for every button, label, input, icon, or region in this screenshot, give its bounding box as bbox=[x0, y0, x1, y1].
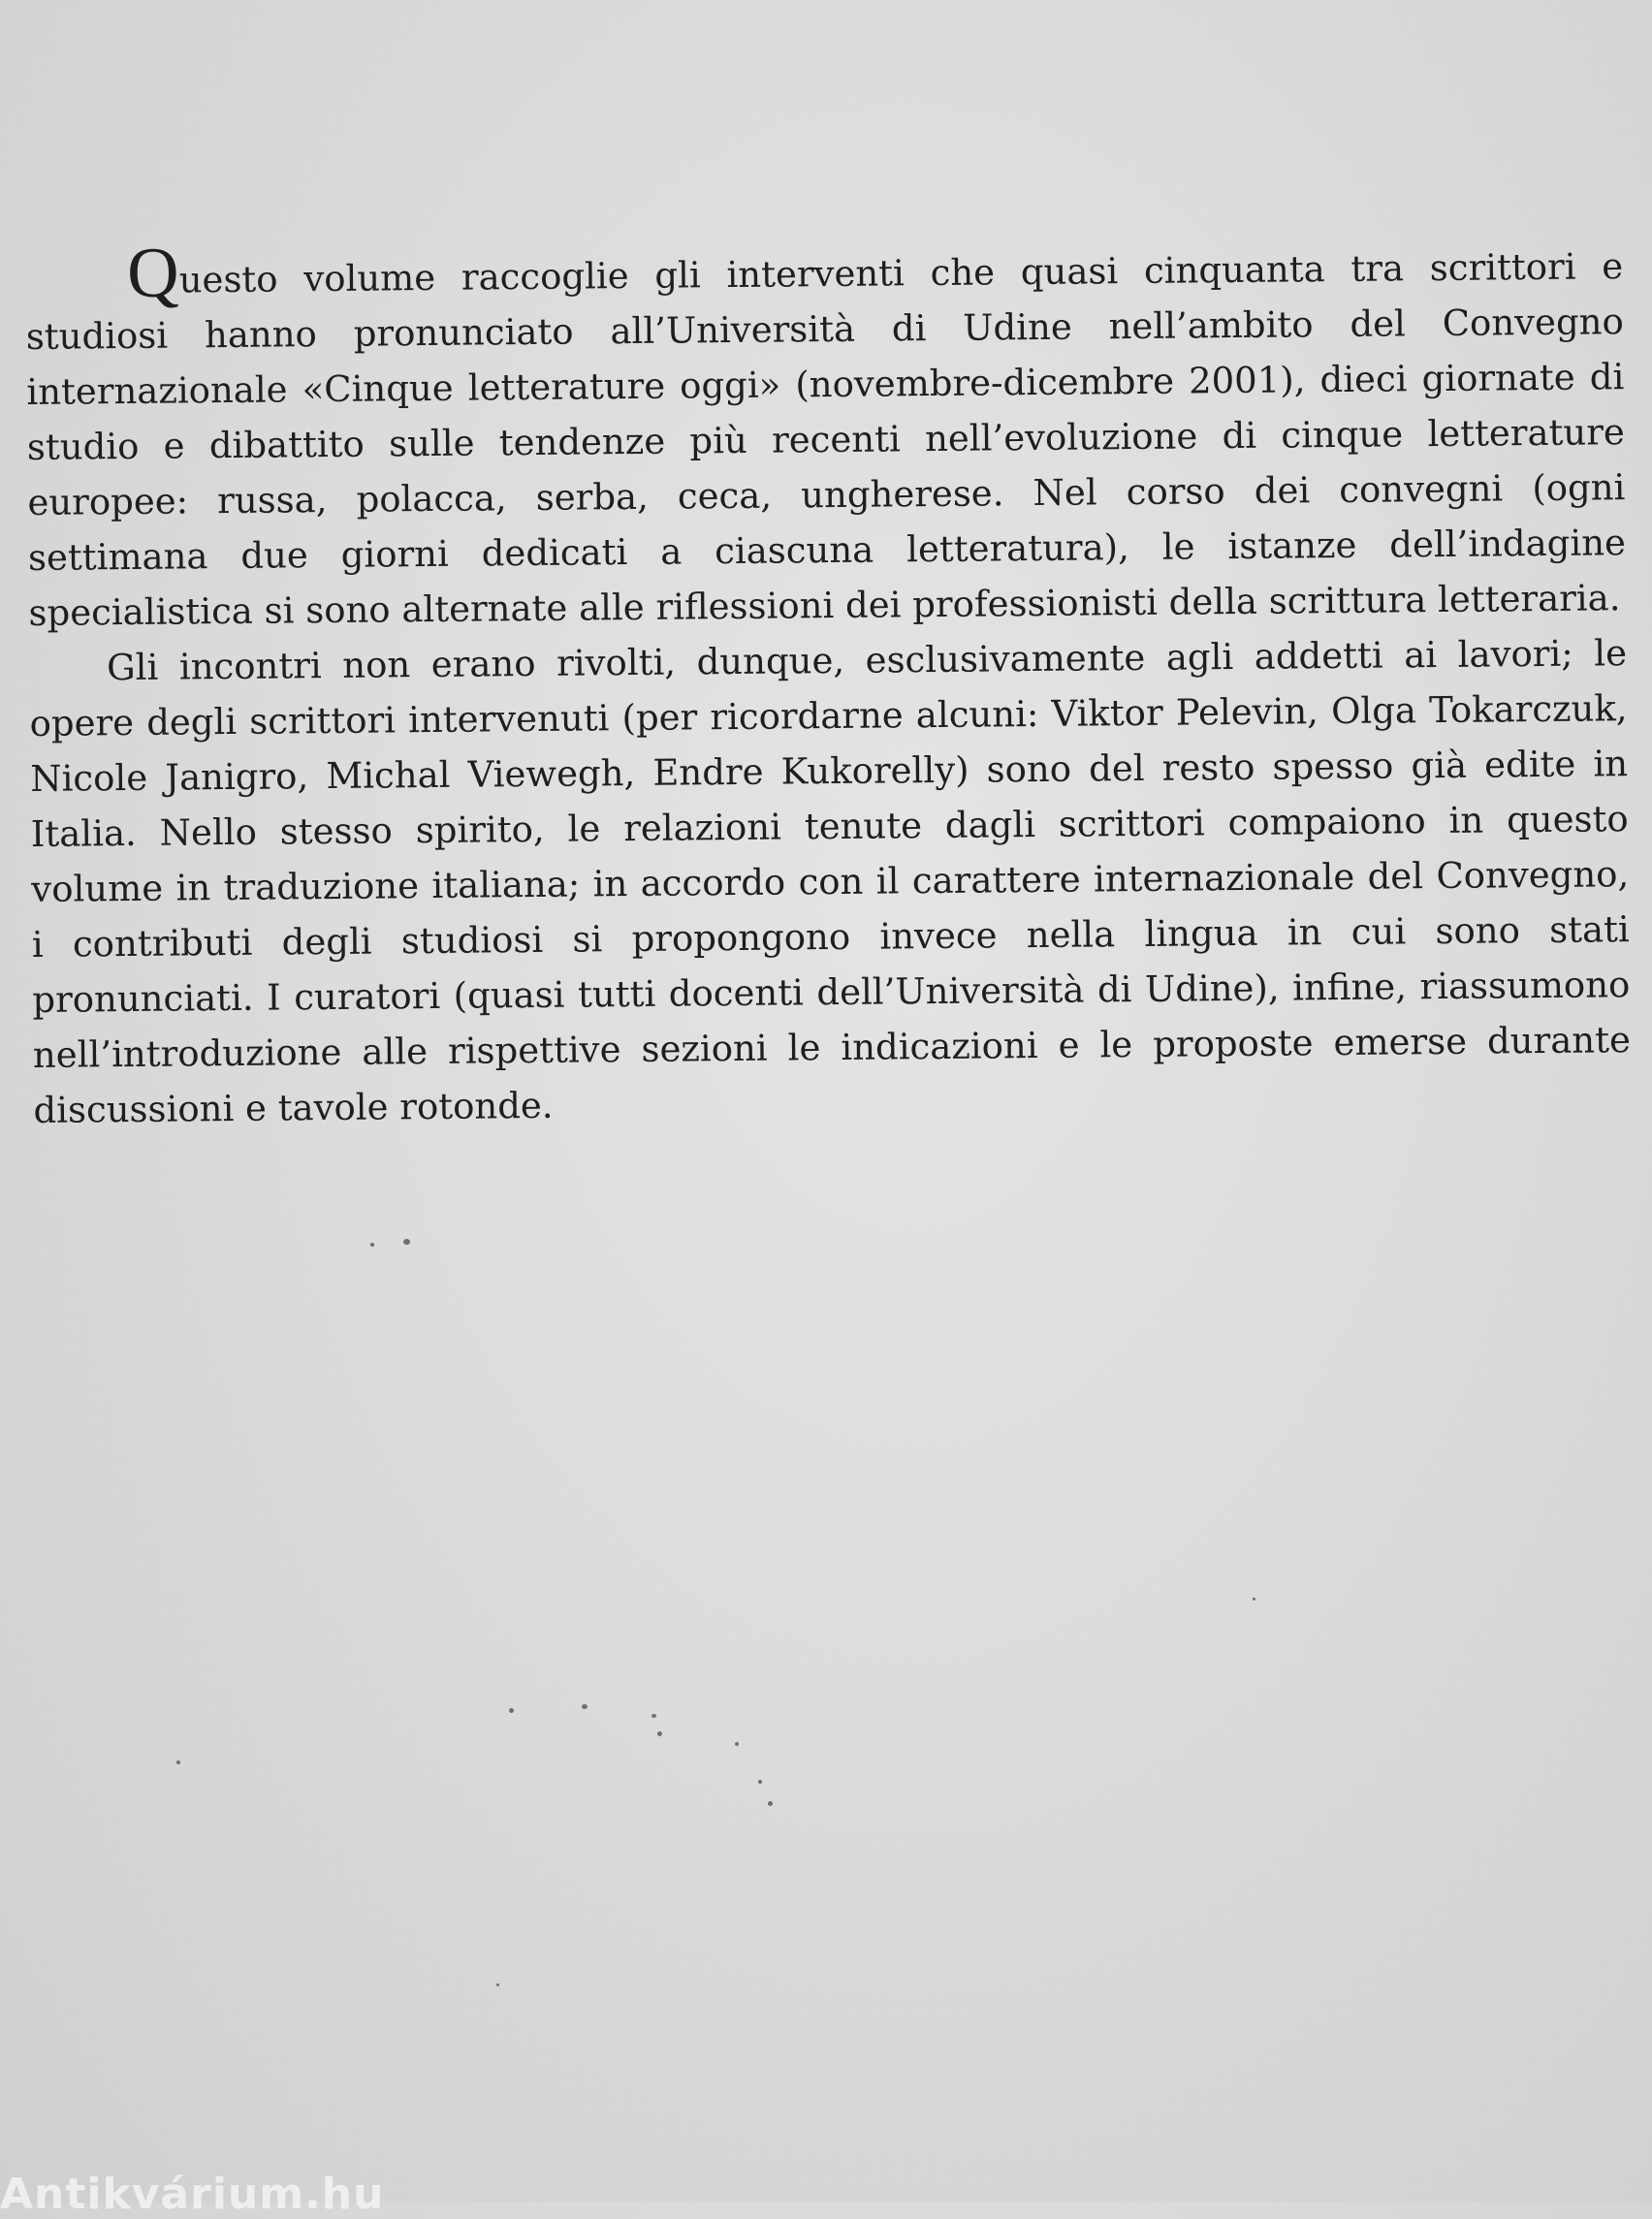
dust-speck bbox=[657, 1731, 662, 1736]
dust-speck bbox=[496, 1983, 499, 1986]
dust-speck bbox=[651, 1714, 656, 1718]
dust-speck bbox=[509, 1708, 514, 1713]
paragraph-1 bbox=[25, 233, 1627, 641]
dust-speck bbox=[735, 1742, 739, 1746]
dust-speck bbox=[758, 1780, 762, 1784]
paragraph-2 bbox=[29, 625, 1632, 1138]
dust-speck bbox=[1253, 1598, 1255, 1601]
dust-speck bbox=[370, 1243, 374, 1247]
watermark: Antikvárium.hu bbox=[0, 2170, 385, 2219]
paragraph-1-text: uesto volume raccoglie gli interventi che quasi cinquanta tra scrittori e studiosi hanno pronunciato all’Università di Udine nell’ambito del Convegno internazionale «Cinque letterature oggi» (novembre-dicembre 2001), dieci giornate di studio e dibattito sulle tendenze più recenti nell’evoluzione di cinque letterature europee: russa, polacca, serba, ceca, ungherese. Nel corso dei convegni (ogni settimana due giorni dedicati a ciascuna letteratura), le istanze dell’indagine specialistica si sono alternate alle riflessioni dei professionisti della scrittura letteraria. bbox=[25, 245, 1627, 634]
body-text bbox=[25, 233, 1632, 1138]
dust-speck bbox=[582, 1704, 588, 1709]
drop-cap-initial: Q bbox=[126, 233, 180, 313]
dust-speck bbox=[403, 1239, 410, 1245]
dust-speck bbox=[768, 1801, 773, 1806]
paragraph-2-text: Gli incontri non erano rivolti, dunque, esclusivamente agli addetti ai lavori; le opere degli scrittori intervenuti (per ricordarne alcuni: Viktor Pelevin, Olga Tokarczuk, Nicole Janigro, Michal Viewegh, Endre Kukorelly) sono del resto spesso già edite in Italia. Nello stesso spirito, le relazioni tenute dagli scrittori compaiono in questo volume in traduzione italiana; in accordo con il carattere internazionale del Convegno, i contributi degli studiosi si propongono invece nella lingua in cui sono stati pronunciati. I curatori (quasi tutti docenti dell’Università di Udine), infine, riassumono nell’introduzione alle rispettive sezioni le indicazioni e le proposte emerse durante discussioni e tavole rotonde. bbox=[29, 632, 1632, 1131]
dust-speck bbox=[176, 1760, 180, 1764]
